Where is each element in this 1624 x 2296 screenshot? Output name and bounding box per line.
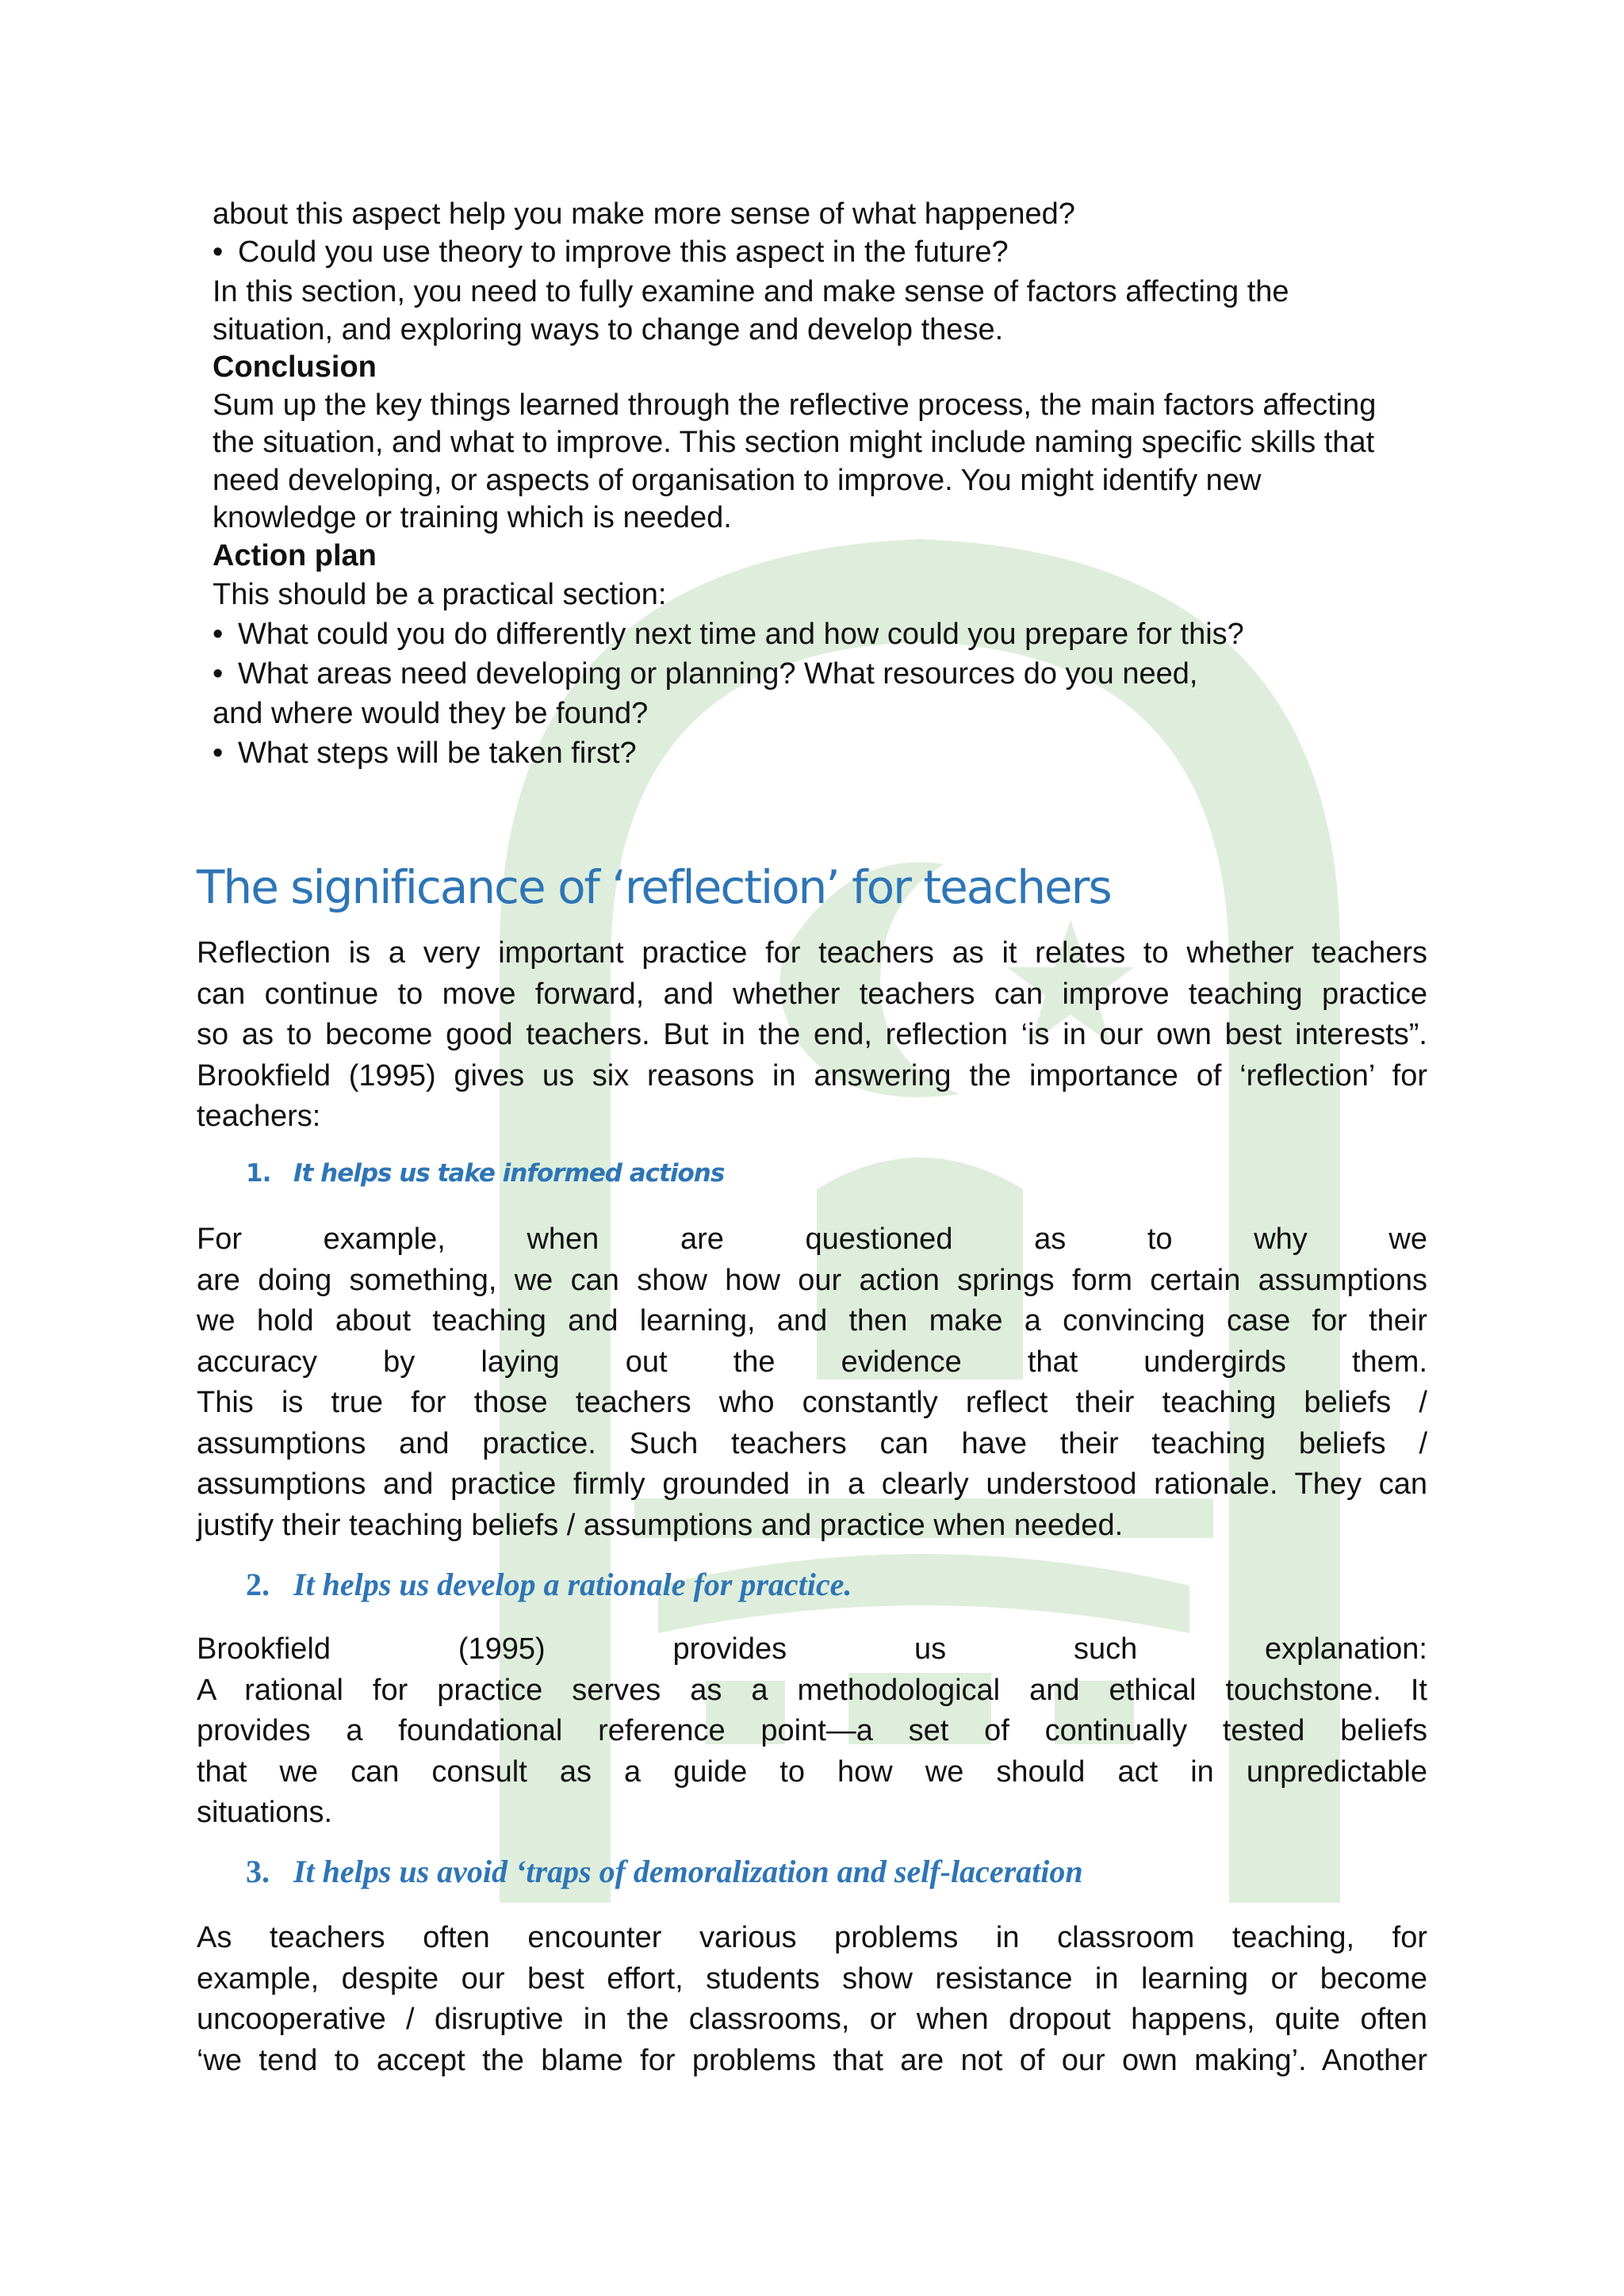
paragraph-line: assumptions and practice firmly grounded in a clearly understood rationale. They can — [197, 1468, 1427, 1501]
reason-number: 2. — [246, 1567, 270, 1602]
paragraph-line: A rational for practice serves as a methodological and ethical touchstone. It — [197, 1673, 1427, 1707]
paragraph-line: Brookfield (1995) gives us six reasons in answering the importance of ‘reflection’ for — [197, 1058, 1427, 1093]
reason-number: 1. — [246, 1159, 271, 1188]
reason-number: 3. — [246, 1854, 270, 1889]
reason-heading-1 — [246, 1159, 724, 1188]
paragraph-line: example, despite our best effort, students show resistance in learning or become — [197, 1961, 1427, 1996]
intro-paragraph — [197, 933, 1427, 1138]
paragraph-line: ‘we tend to accept the blame for problems that are not of our own making’. Another — [197, 2043, 1427, 2077]
paragraph-line: uncooperative / disruptive in the classrooms, or when dropout happens, quite often — [197, 2003, 1427, 2036]
paragraph-line: we hold about teaching and learning, and then make a convincing case for their — [197, 1304, 1427, 1337]
reason-title: It helps us take informed actions — [293, 1159, 725, 1188]
action-plan-intro: This should be a practical section: — [213, 578, 667, 611]
conclusion-heading: Conclusion — [213, 350, 377, 384]
reason-title: It helps us avoid ‘traps of demoralization and self-laceration — [293, 1854, 1083, 1889]
paragraph-line: can continue to move forward, and whether teachers can improve teaching practice — [197, 977, 1427, 1011]
paragraph-line: Brookfield (1995) provides us such explanation: — [197, 1632, 1427, 1666]
bullet-item: • Could you use theory to improve this aspect in the future? — [213, 234, 1386, 272]
paragraph-line: that we can consult as a guide to how we should act in unpredictable — [197, 1755, 1427, 1789]
paragraph-line: Reflection is a very important practice for teachers as it relates to whether teachers — [197, 936, 1427, 970]
paragraph-line: assumptions and practice. Such teachers can have their teaching beliefs / — [197, 1426, 1427, 1460]
bullet-continuation: and where would they be found? — [213, 697, 649, 730]
reason-heading-3 — [246, 1853, 1083, 1890]
action-plan-heading: Action plan — [213, 538, 377, 572]
continuation-line: about this aspect help you make more sense of what happened? — [213, 197, 1075, 231]
conclusion-paragraph: Sum up the key things learned through the reflective process, the main factors affecting the situation, and what to improve. This section might include naming specific skills that need developing, or aspects of organisation to improve. You might identify new knowledge or training which is needed. — [213, 388, 1377, 534]
paragraph-line: are doing something, we can show how our action springs form certain assumptions — [197, 1263, 1427, 1297]
reflective-model-section — [213, 196, 1386, 773]
paragraph-line: accuracy by laying out the evidence that undergirds them. — [197, 1345, 1427, 1379]
bullet-item: • What steps will be taken first? — [213, 733, 1386, 773]
paragraph-line: For example, when are questioned as to why we — [197, 1223, 1427, 1256]
paragraph-line: teachers: — [197, 1100, 321, 1133]
reason-3-paragraph — [197, 1918, 1427, 2081]
paragraph-line: so as to become good teachers. But in the end, reflection ‘is in our own best interests”. — [197, 1018, 1427, 1051]
paragraph-line: As teachers often encounter various problems in classroom teaching, for — [197, 1921, 1427, 1954]
reason-heading-2 — [246, 1566, 852, 1603]
section-title: The significance of ‘reflection’ for teachers — [197, 860, 1111, 914]
reason-1-paragraph — [197, 1219, 1427, 1546]
paragraph-line: This is true for those teachers who constantly reflect their teaching beliefs / — [197, 1386, 1427, 1419]
bullet-item: • What could you do differently next time and how could you prepare for this? — [213, 614, 1386, 654]
paragraph-line: provides a foundational reference point—a set of continually tested beliefs — [197, 1714, 1427, 1747]
bullet-item: • What areas need developing or planning? What resources do you need, — [213, 654, 1386, 694]
reason-2-paragraph — [197, 1629, 1427, 1834]
analysis-paragraph: In this section, you need to fully examine and make sense of factors affecting the situation, and exploring ways to change and develop these. — [213, 275, 1289, 346]
reason-title: It helps us develop a rationale for practice. — [293, 1567, 852, 1602]
paragraph-line: situations. — [197, 1796, 333, 1829]
paragraph-line: justify their teaching beliefs / assumptions and practice when needed. — [197, 1508, 1124, 1542]
